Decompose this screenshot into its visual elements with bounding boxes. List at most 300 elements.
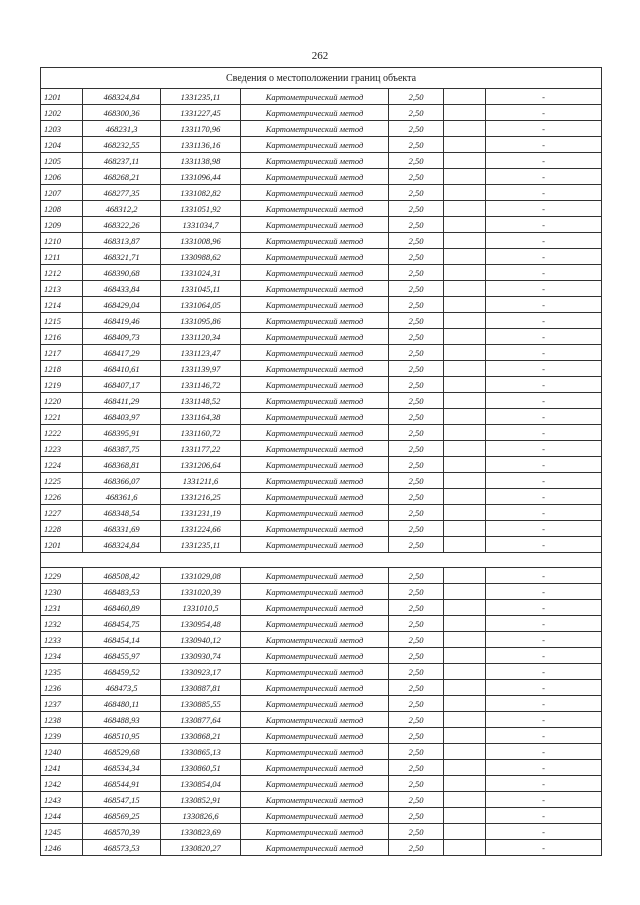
empty-cell [444, 169, 486, 185]
point-number: 1236 [41, 680, 83, 696]
empty-cell [444, 137, 486, 153]
table-row [41, 121, 602, 137]
accuracy-cell: 2,50 [389, 185, 444, 201]
table-row [41, 265, 602, 281]
dash-cell: - [486, 632, 602, 648]
empty-cell [444, 361, 486, 377]
table-row [41, 521, 602, 537]
coordinate-x: 468433,84 [83, 281, 161, 297]
dash-cell: - [486, 201, 602, 217]
coordinate-x: 468387,75 [83, 441, 161, 457]
empty-cell [444, 409, 486, 425]
coordinate-y: 1330940,12 [161, 632, 241, 648]
coordinate-x: 468312,2 [83, 201, 161, 217]
point-number: 1242 [41, 776, 83, 792]
table-row [41, 616, 602, 632]
method-cell: Картометрический метод [241, 137, 389, 153]
method-cell: Картометрический метод [241, 505, 389, 521]
accuracy-cell: 2,50 [389, 377, 444, 393]
coordinate-x: 468390,68 [83, 265, 161, 281]
point-number: 1230 [41, 584, 83, 600]
dash-cell: - [486, 393, 602, 409]
method-cell: Картометрический метод [241, 632, 389, 648]
point-number: 1231 [41, 600, 83, 616]
empty-cell [444, 824, 486, 840]
point-number: 1243 [41, 792, 83, 808]
coordinate-y: 1331231,19 [161, 505, 241, 521]
coordinate-x: 468395,91 [83, 425, 161, 441]
table-row [41, 441, 602, 457]
dash-cell: - [486, 121, 602, 137]
coordinate-x: 468547,15 [83, 792, 161, 808]
empty-cell [444, 632, 486, 648]
accuracy-cell: 2,50 [389, 760, 444, 776]
dash-cell: - [486, 441, 602, 457]
accuracy-cell: 2,50 [389, 505, 444, 521]
table-row [41, 89, 602, 105]
accuracy-cell: 2,50 [389, 329, 444, 345]
dash-cell: - [486, 489, 602, 505]
empty-cell [444, 297, 486, 313]
point-number: 1222 [41, 425, 83, 441]
table-row [41, 201, 602, 217]
method-cell: Картометрический метод [241, 616, 389, 632]
empty-cell [444, 840, 486, 856]
coordinate-y: 1330923,17 [161, 664, 241, 680]
point-number: 1210 [41, 233, 83, 249]
dash-cell: - [486, 281, 602, 297]
coordinate-y: 1331045,11 [161, 281, 241, 297]
point-number: 1220 [41, 393, 83, 409]
method-cell: Картометрический метод [241, 281, 389, 297]
table-row [41, 249, 602, 265]
method-cell: Картометрический метод [241, 696, 389, 712]
coordinate-y: 1331235,11 [161, 537, 241, 553]
coordinate-x: 468534,34 [83, 760, 161, 776]
coordinate-y: 1330877,64 [161, 712, 241, 728]
table-row [41, 377, 602, 393]
method-cell: Картометрический метод [241, 105, 389, 121]
dash-cell: - [486, 712, 602, 728]
table-title: Сведения о местоположении границ объекта [41, 68, 602, 89]
empty-cell [444, 744, 486, 760]
point-number: 1217 [41, 345, 83, 361]
accuracy-cell: 2,50 [389, 680, 444, 696]
point-number: 1201 [41, 89, 83, 105]
table-row [41, 712, 602, 728]
coordinate-y: 1330885,55 [161, 696, 241, 712]
accuracy-cell: 2,50 [389, 616, 444, 632]
accuracy-cell: 2,50 [389, 537, 444, 553]
accuracy-cell: 2,50 [389, 473, 444, 489]
point-number: 1213 [41, 281, 83, 297]
accuracy-cell: 2,50 [389, 728, 444, 744]
table-row [41, 568, 602, 584]
accuracy-cell: 2,50 [389, 425, 444, 441]
point-number: 1206 [41, 169, 83, 185]
coordinate-y: 1330823,69 [161, 824, 241, 840]
method-cell: Картометрический метод [241, 313, 389, 329]
coordinate-x: 468488,93 [83, 712, 161, 728]
table-row [41, 313, 602, 329]
table-row [41, 153, 602, 169]
coordinate-x: 468429,04 [83, 297, 161, 313]
coordinate-y: 1331008,96 [161, 233, 241, 249]
accuracy-cell: 2,50 [389, 441, 444, 457]
coordinate-y: 1331138,98 [161, 153, 241, 169]
table-row [41, 169, 602, 185]
method-cell: Картометрический метод [241, 537, 389, 553]
dash-cell: - [486, 505, 602, 521]
table-row [41, 489, 602, 505]
table-row [41, 680, 602, 696]
accuracy-cell: 2,50 [389, 792, 444, 808]
accuracy-cell: 2,50 [389, 361, 444, 377]
dash-cell: - [486, 537, 602, 553]
coordinate-y: 1331120,34 [161, 329, 241, 345]
accuracy-cell: 2,50 [389, 393, 444, 409]
empty-cell [444, 680, 486, 696]
method-cell: Картометрический метод [241, 441, 389, 457]
table-row [41, 217, 602, 233]
coordinate-x: 468570,39 [83, 824, 161, 840]
coordinate-y: 1331095,86 [161, 313, 241, 329]
dash-cell: - [486, 425, 602, 441]
empty-cell [444, 808, 486, 824]
coordinate-y: 1331010,5 [161, 600, 241, 616]
table-row [41, 409, 602, 425]
point-number: 1209 [41, 217, 83, 233]
method-cell: Картометрический метод [241, 824, 389, 840]
empty-cell [444, 201, 486, 217]
coordinate-x: 468454,14 [83, 632, 161, 648]
accuracy-cell: 2,50 [389, 808, 444, 824]
accuracy-cell: 2,50 [389, 89, 444, 105]
coordinate-x: 468455,97 [83, 648, 161, 664]
dash-cell: - [486, 313, 602, 329]
coordinate-x: 468483,53 [83, 584, 161, 600]
method-cell: Картометрический метод [241, 393, 389, 409]
accuracy-cell: 2,50 [389, 409, 444, 425]
accuracy-cell: 2,50 [389, 249, 444, 265]
point-number: 1228 [41, 521, 83, 537]
table-row [41, 728, 602, 744]
point-number: 1218 [41, 361, 83, 377]
table-row [41, 537, 602, 553]
coordinate-y: 1330860,51 [161, 760, 241, 776]
accuracy-cell: 2,50 [389, 664, 444, 680]
method-cell: Картометрический метод [241, 217, 389, 233]
coordinate-x: 468544,91 [83, 776, 161, 792]
coordinate-y: 1331034,7 [161, 217, 241, 233]
method-cell: Картометрический метод [241, 169, 389, 185]
coordinate-y: 1331024,31 [161, 265, 241, 281]
dash-cell: - [486, 840, 602, 856]
empty-cell [444, 89, 486, 105]
point-number: 1214 [41, 297, 83, 313]
coordinate-y: 1330854,04 [161, 776, 241, 792]
dash-cell: - [486, 521, 602, 537]
empty-cell [444, 249, 486, 265]
dash-cell: - [486, 728, 602, 744]
coordinate-x: 468459,52 [83, 664, 161, 680]
accuracy-cell: 2,50 [389, 712, 444, 728]
empty-cell [444, 265, 486, 281]
dash-cell: - [486, 169, 602, 185]
table-row [41, 329, 602, 345]
empty-cell [444, 648, 486, 664]
point-number: 1241 [41, 760, 83, 776]
point-number: 1201 [41, 537, 83, 553]
dash-cell: - [486, 137, 602, 153]
coordinate-x: 468324,84 [83, 89, 161, 105]
coordinate-y: 1331020,39 [161, 584, 241, 600]
coordinate-y: 1330820,27 [161, 840, 241, 856]
point-number: 1233 [41, 632, 83, 648]
coordinate-x: 468300,36 [83, 105, 161, 121]
coordinate-x: 468410,61 [83, 361, 161, 377]
point-number: 1225 [41, 473, 83, 489]
empty-cell [444, 313, 486, 329]
dash-cell: - [486, 696, 602, 712]
point-number: 1235 [41, 664, 83, 680]
coordinate-y: 1330930,74 [161, 648, 241, 664]
coordinate-x: 468417,29 [83, 345, 161, 361]
method-cell: Картометрический метод [241, 233, 389, 249]
table-row [41, 185, 602, 201]
coordinate-y: 1330887,81 [161, 680, 241, 696]
method-cell: Картометрический метод [241, 201, 389, 217]
coordinate-y: 1330988,62 [161, 249, 241, 265]
method-cell: Картометрический метод [241, 297, 389, 313]
coordinate-x: 468419,46 [83, 313, 161, 329]
coordinate-y: 1331082,82 [161, 185, 241, 201]
coordinate-y: 1331224,66 [161, 521, 241, 537]
empty-cell [444, 568, 486, 584]
point-number: 1219 [41, 377, 83, 393]
method-cell: Картометрический метод [241, 425, 389, 441]
table-row [41, 137, 602, 153]
accuracy-cell: 2,50 [389, 600, 444, 616]
dash-cell: - [486, 760, 602, 776]
table-row [41, 345, 602, 361]
method-cell: Картометрический метод [241, 457, 389, 473]
method-cell: Картометрический метод [241, 345, 389, 361]
table-row [41, 808, 602, 824]
accuracy-cell: 2,50 [389, 776, 444, 792]
method-cell: Картометрический метод [241, 776, 389, 792]
coordinate-y: 1330868,21 [161, 728, 241, 744]
empty-cell [444, 153, 486, 169]
dash-cell: - [486, 457, 602, 473]
coordinate-x: 468277,35 [83, 185, 161, 201]
dash-cell: - [486, 473, 602, 489]
accuracy-cell: 2,50 [389, 696, 444, 712]
method-cell: Картометрический метод [241, 744, 389, 760]
point-number: 1212 [41, 265, 83, 281]
accuracy-cell: 2,50 [389, 457, 444, 473]
dash-cell: - [486, 217, 602, 233]
coordinate-x: 468368,81 [83, 457, 161, 473]
empty-cell [444, 393, 486, 409]
table-row [41, 824, 602, 840]
accuracy-cell: 2,50 [389, 489, 444, 505]
dash-cell: - [486, 792, 602, 808]
empty-cell [444, 537, 486, 553]
coordinate-y: 1331170,96 [161, 121, 241, 137]
accuracy-cell: 2,50 [389, 265, 444, 281]
empty-cell [444, 441, 486, 457]
coordinate-x: 468407,17 [83, 377, 161, 393]
empty-cell [444, 345, 486, 361]
dash-cell: - [486, 824, 602, 840]
method-cell: Картометрический метод [241, 664, 389, 680]
empty-cell [444, 329, 486, 345]
dash-cell: - [486, 744, 602, 760]
table-row [41, 744, 602, 760]
method-cell: Картометрический метод [241, 712, 389, 728]
dash-cell: - [486, 185, 602, 201]
table-row [41, 696, 602, 712]
dash-cell: - [486, 409, 602, 425]
method-cell: Картометрический метод [241, 600, 389, 616]
coordinate-y: 1331227,45 [161, 105, 241, 121]
coordinate-y: 1331123,47 [161, 345, 241, 361]
method-cell: Картометрический метод [241, 249, 389, 265]
coordinate-x: 468268,21 [83, 169, 161, 185]
table-row [41, 425, 602, 441]
coordinate-x: 468322,26 [83, 217, 161, 233]
accuracy-cell: 2,50 [389, 169, 444, 185]
accuracy-cell: 2,50 [389, 281, 444, 297]
dash-cell: - [486, 297, 602, 313]
coordinate-x: 468529,68 [83, 744, 161, 760]
coordinate-x: 468411,29 [83, 393, 161, 409]
dash-cell: - [486, 648, 602, 664]
accuracy-cell: 2,50 [389, 137, 444, 153]
coordinate-x: 468403,97 [83, 409, 161, 425]
empty-cell [444, 425, 486, 441]
empty-cell [444, 377, 486, 393]
method-cell: Картометрический метод [241, 265, 389, 281]
empty-cell [444, 712, 486, 728]
table-row [41, 393, 602, 409]
accuracy-cell: 2,50 [389, 105, 444, 121]
coordinate-x: 468573,53 [83, 840, 161, 856]
coordinate-x: 468348,54 [83, 505, 161, 521]
dash-cell: - [486, 153, 602, 169]
coordinate-x: 468473,5 [83, 680, 161, 696]
table-row [41, 648, 602, 664]
dash-cell: - [486, 89, 602, 105]
coordinate-x: 468361,6 [83, 489, 161, 505]
point-number: 1224 [41, 457, 83, 473]
method-cell: Картометрический метод [241, 808, 389, 824]
coordinate-x: 468313,87 [83, 233, 161, 249]
coordinate-y: 1331148,52 [161, 393, 241, 409]
method-cell: Картометрический метод [241, 377, 389, 393]
table-row [41, 760, 602, 776]
dash-cell: - [486, 233, 602, 249]
coordinate-y: 1330954,48 [161, 616, 241, 632]
point-number: 1207 [41, 185, 83, 201]
accuracy-cell: 2,50 [389, 217, 444, 233]
table-row [41, 281, 602, 297]
accuracy-cell: 2,50 [389, 121, 444, 137]
table-row [41, 584, 602, 600]
accuracy-cell: 2,50 [389, 201, 444, 217]
empty-cell [444, 217, 486, 233]
dash-cell: - [486, 265, 602, 281]
table-row [41, 664, 602, 680]
point-number: 1232 [41, 616, 83, 632]
coordinate-x: 468454,75 [83, 616, 161, 632]
point-number: 1202 [41, 105, 83, 121]
accuracy-cell: 2,50 [389, 153, 444, 169]
coordinate-x: 468237,11 [83, 153, 161, 169]
dash-cell: - [486, 361, 602, 377]
method-cell: Картометрический метод [241, 185, 389, 201]
coordinate-y: 1330852,91 [161, 792, 241, 808]
method-cell: Картометрический метод [241, 521, 389, 537]
empty-cell [444, 473, 486, 489]
table-row [41, 840, 602, 856]
empty-cell [444, 185, 486, 201]
method-cell: Картометрический метод [241, 329, 389, 345]
empty-cell [444, 121, 486, 137]
dash-cell: - [486, 664, 602, 680]
accuracy-cell: 2,50 [389, 345, 444, 361]
dash-cell: - [486, 345, 602, 361]
dash-cell: - [486, 600, 602, 616]
point-number: 1208 [41, 201, 83, 217]
point-number: 1215 [41, 313, 83, 329]
point-number: 1237 [41, 696, 83, 712]
accuracy-cell: 2,50 [389, 313, 444, 329]
empty-cell [444, 521, 486, 537]
coordinate-x: 468508,42 [83, 568, 161, 584]
point-number: 1211 [41, 249, 83, 265]
accuracy-cell: 2,50 [389, 568, 444, 584]
method-cell: Картометрический метод [241, 680, 389, 696]
table-row [41, 233, 602, 249]
empty-cell [444, 489, 486, 505]
point-number: 1205 [41, 153, 83, 169]
accuracy-cell: 2,50 [389, 632, 444, 648]
dash-cell: - [486, 776, 602, 792]
accuracy-cell: 2,50 [389, 744, 444, 760]
empty-cell [444, 105, 486, 121]
point-number: 1226 [41, 489, 83, 505]
method-cell: Картометрический метод [241, 760, 389, 776]
point-number: 1221 [41, 409, 83, 425]
coordinate-y: 1331160,72 [161, 425, 241, 441]
coordinate-y: 1331064,05 [161, 297, 241, 313]
accuracy-cell: 2,50 [389, 233, 444, 249]
empty-cell [444, 696, 486, 712]
method-cell: Картометрический метод [241, 840, 389, 856]
point-number: 1229 [41, 568, 83, 584]
accuracy-cell: 2,50 [389, 584, 444, 600]
coordinate-y: 1331051,92 [161, 201, 241, 217]
empty-cell [444, 281, 486, 297]
coordinate-x: 468324,84 [83, 537, 161, 553]
dash-cell: - [486, 584, 602, 600]
empty-cell [444, 760, 486, 776]
empty-cell [444, 233, 486, 249]
coordinate-x: 468510,95 [83, 728, 161, 744]
boundary-coordinates-table [40, 67, 602, 856]
